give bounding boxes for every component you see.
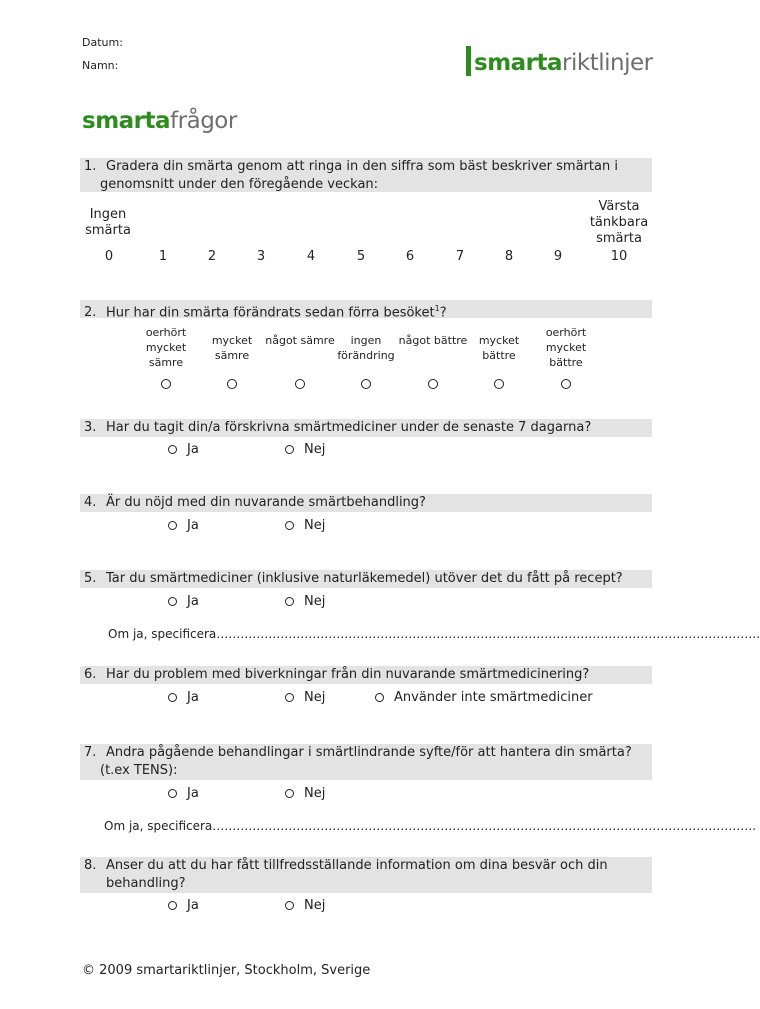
q1-text-line2: genomsnitt under den föregående veckan: (100, 177, 379, 192)
q1-scale-value[interactable]: 0 (104, 249, 114, 264)
radio-icon[interactable] (168, 693, 177, 702)
q4-yes-option[interactable] (168, 518, 199, 533)
radio-icon[interactable] (168, 521, 177, 530)
q6-no-option[interactable] (285, 690, 325, 705)
q8-no-label: Nej (304, 898, 326, 913)
q6-yes-label: Ja (187, 690, 199, 705)
radio-icon[interactable] (285, 693, 294, 702)
q4-no-label: Nej (304, 518, 326, 533)
radio-icon[interactable] (285, 901, 294, 910)
q2-option-label: oerhört mycket sämre (145, 326, 187, 369)
q8-text-line1: Anser du att du har fått tillfredsställande information om dina besvär och din (106, 858, 608, 873)
q2-option-label: oerhört mycket bättre (545, 326, 587, 369)
q7-no-option[interactable] (285, 786, 325, 801)
q4-yes-label: Ja (187, 518, 199, 533)
radio-icon[interactable] (168, 789, 177, 798)
q1-text-line1: Gradera din smärta genom att ringa in den siffra som bäst beskriver smärtan i (106, 159, 618, 174)
q2-option-radio[interactable] (227, 379, 237, 389)
question-6 (80, 666, 652, 684)
q7-text-line2: (t.ex TENS): (100, 763, 178, 778)
q4-number: 4. (84, 495, 97, 510)
question-4 (80, 494, 652, 512)
radio-icon[interactable] (168, 901, 177, 910)
q5-yes-label: Ja (187, 594, 199, 609)
question-3 (80, 419, 652, 437)
q8-yes-label: Ja (187, 898, 199, 913)
question-2 (80, 300, 652, 321)
q1-right-label: Värsta tänkbara smärta (589, 199, 649, 246)
q3-text: Har du tagit din/a förskrivna smärtmediciner under de senaste 7 dagarna? (106, 420, 592, 435)
page-title (82, 108, 237, 134)
q4-text: Är du nöjd med din nuvarande smärtbehandling? (106, 495, 426, 510)
q2-option-radio[interactable] (428, 379, 438, 389)
radio-icon[interactable] (168, 597, 177, 606)
radio-icon[interactable] (375, 693, 384, 702)
q6-yes-option[interactable] (168, 690, 199, 705)
q5-number: 5. (84, 571, 97, 586)
q2-option-radio[interactable] (561, 379, 571, 389)
brand-bar (466, 46, 471, 76)
q3-no-option[interactable] (285, 442, 325, 457)
q2-option-radio[interactable] (161, 379, 171, 389)
q8-number: 8. (84, 858, 97, 873)
q2-option-label: något sämre (265, 334, 335, 347)
q1-scale-value[interactable]: 1 (158, 249, 168, 264)
q8-yes-option[interactable] (168, 898, 199, 913)
radio-icon[interactable] (285, 597, 294, 606)
q7-yes-option[interactable] (168, 786, 199, 801)
radio-icon[interactable] (285, 521, 294, 530)
q7-text-line1: Andra pågående behandlingar i smärtlindrande syfte/för att hantera din smärta? (106, 745, 632, 760)
q1-scale-value[interactable]: 5 (356, 249, 366, 264)
q6-none-option[interactable] (375, 690, 593, 705)
question-1 (80, 158, 652, 192)
brand-bold: smarta (474, 50, 563, 76)
q1-scale-value[interactable]: 6 (405, 249, 415, 264)
q3-yes-option[interactable] (168, 442, 199, 457)
q2-option-label: ingen förändring (337, 334, 395, 362)
q2-footnote: 1 (434, 304, 440, 313)
q1-scale-value[interactable]: 2 (207, 249, 217, 264)
q7-specify-field[interactable]: Om ja, specificera………………………………………………………………………………………………………………………. (104, 819, 757, 833)
q5-yes-option[interactable] (168, 594, 199, 609)
q6-text: Har du problem med biverkningar från din nuvarande smärtmedicinering? (106, 667, 590, 682)
q2-option-radio[interactable] (494, 379, 504, 389)
q2-number: 2. (84, 305, 97, 321)
q8-no-option[interactable] (285, 898, 325, 913)
q3-number: 3. (84, 420, 97, 435)
radio-icon[interactable] (285, 789, 294, 798)
q1-left-label: Ingen smärta (85, 207, 131, 238)
q7-no-label: Nej (304, 786, 326, 801)
q2-option-label: mycket sämre (211, 334, 253, 362)
radio-icon[interactable] (168, 445, 177, 454)
q7-yes-label: Ja (187, 786, 199, 801)
q4-no-option[interactable] (285, 518, 325, 533)
q7-number: 7. (84, 745, 97, 760)
q6-number: 6. (84, 667, 97, 682)
q1-scale-value[interactable]: 4 (306, 249, 316, 264)
title-light: frågor (170, 108, 237, 134)
q2-text: Hur har din smärta förändrats sedan förra besöket (106, 305, 435, 321)
q2-option-radio[interactable] (295, 379, 305, 389)
q2-text-end: ? (439, 305, 447, 321)
title-bold: smarta (82, 108, 171, 134)
q5-no-label: Nej (304, 594, 326, 609)
q1-scale-value[interactable]: 3 (256, 249, 266, 264)
question-5 (80, 570, 652, 588)
q2-option-radio[interactable] (361, 379, 371, 389)
q5-text: Tar du smärtmediciner (inklusive naturläkemedel) utöver det du fått på recept? (106, 571, 623, 586)
footer-copyright: © 2009 smartariktlinjer, Stockholm, Sverige (82, 963, 371, 978)
q3-no-label: Nej (304, 442, 326, 457)
q1-scale-value[interactable]: 9 (553, 249, 563, 264)
q2-option-label: något bättre (398, 334, 468, 347)
q6-no-label: Nej (304, 690, 326, 705)
q5-no-option[interactable] (285, 594, 325, 609)
q1-scale-value[interactable]: 10 (610, 249, 628, 264)
q8-text-line2: behandling? (106, 876, 186, 891)
question-7 (80, 744, 652, 780)
q6-none-label: Använder inte smärtmediciner (394, 690, 593, 705)
q5-specify-field[interactable]: Om ja, specificera………………………………………………………………………………………………………………………. (108, 627, 760, 641)
q2-option-label: mycket bättre (478, 334, 520, 362)
namn-label: Namn: (82, 59, 119, 72)
q1-number: 1. (84, 159, 97, 174)
brand-logo (466, 42, 653, 76)
brand-light: riktlinjer (562, 50, 653, 76)
radio-icon[interactable] (285, 445, 294, 454)
q1-scale-value[interactable]: 7 (455, 249, 465, 264)
datum-label: Datum: (82, 36, 123, 49)
q3-yes-label: Ja (187, 442, 199, 457)
q1-scale-value[interactable]: 8 (504, 249, 514, 264)
question-8 (80, 857, 652, 893)
